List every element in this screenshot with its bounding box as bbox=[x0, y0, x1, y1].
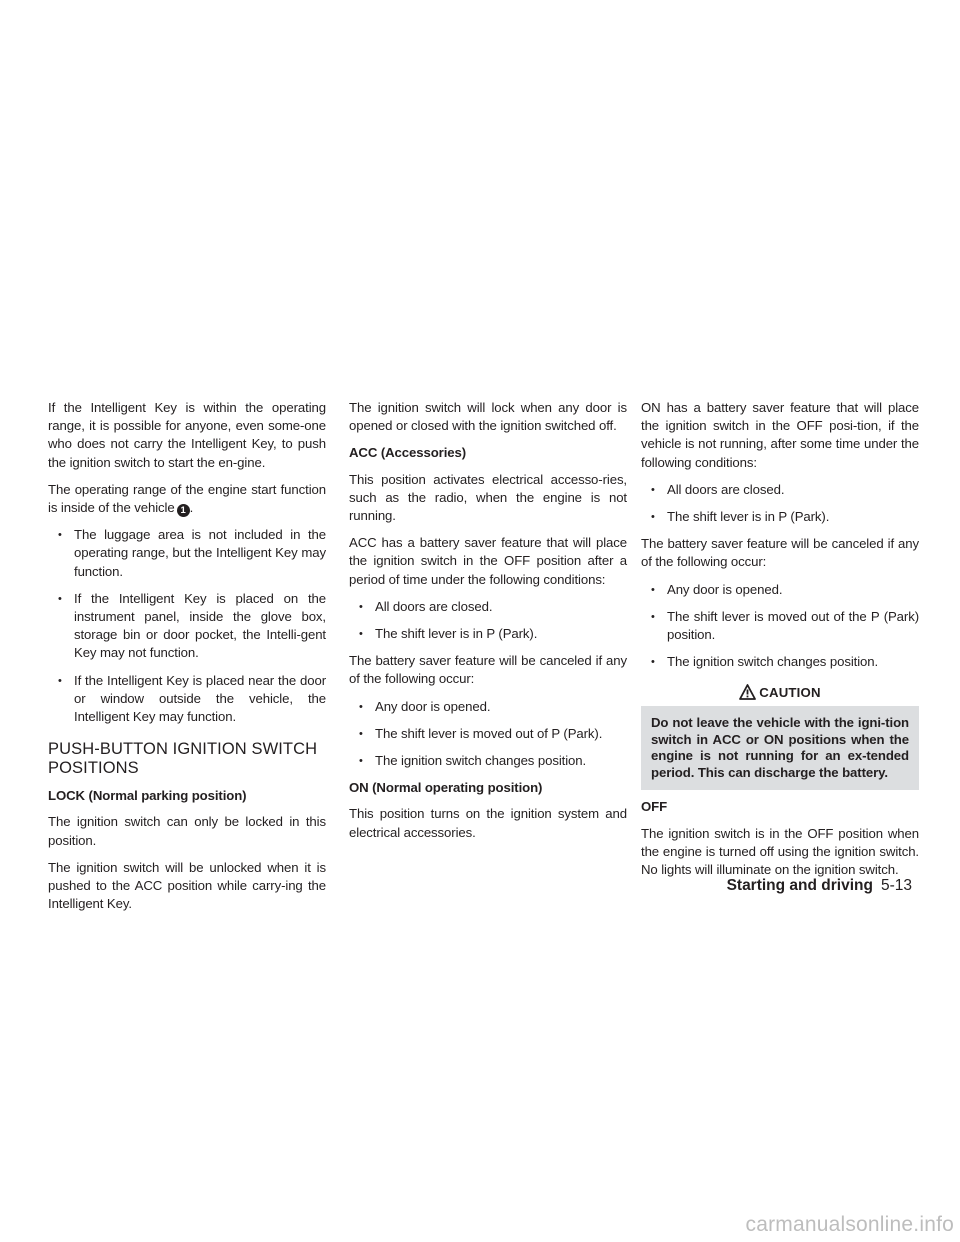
warning-icon bbox=[739, 684, 756, 700]
intro-paragraph: If the Intelligent Key is within the operating range, it is possible for anyone, even some-one who does not carry the Intelligent Key, to push the ignition switch to start the en-gine. bbox=[48, 400, 326, 470]
list-item: • The shift lever is moved out of the P (Park) position. bbox=[641, 608, 919, 644]
list-item: • Any door is opened. bbox=[641, 581, 919, 599]
on-conditions-list bbox=[641, 481, 919, 526]
caution-box bbox=[641, 706, 919, 790]
column-3 bbox=[641, 399, 919, 888]
acc-subheading: ACC (Accessories) bbox=[349, 445, 467, 461]
section-heading: PUSH-BUTTON IGNITION SWITCH POSITIONS bbox=[48, 740, 318, 778]
list-item: • The ignition switch changes position. bbox=[349, 752, 627, 770]
footer-section-title: Starting and driving bbox=[726, 877, 873, 894]
operating-range-end: . bbox=[189, 500, 194, 516]
column-2 bbox=[349, 399, 627, 851]
acc-cancel-paragraph: The battery saver feature will be canceled if any of the following occur: bbox=[349, 653, 627, 687]
lock-continued-paragraph: The ignition switch will lock when any door is opened or closed with the ignition switched off. bbox=[349, 400, 627, 434]
list-item: • The luggage area is not included in the operating range, but the Intelligent Key may function. bbox=[48, 526, 326, 581]
page-footer bbox=[727, 876, 912, 896]
watermark: carmanualsonline.info bbox=[745, 1213, 954, 1236]
operating-range-text: The operating range of the engine start function is inside of the vehicle bbox=[48, 481, 326, 516]
operating-range-bullets bbox=[48, 526, 326, 726]
list-item: • The shift lever is in P (Park). bbox=[349, 625, 627, 643]
off-subheading: OFF bbox=[641, 799, 668, 815]
page-number: 5-13 bbox=[880, 877, 912, 894]
column-1 bbox=[48, 399, 326, 922]
lock-subheading: LOCK (Normal parking position) bbox=[48, 788, 247, 804]
off-paragraph: The ignition switch is in the OFF position when the engine is turned off using the ignition switch. No lights will illuminate on the ignition switch. bbox=[641, 825, 919, 878]
list-item: • Any door is opened. bbox=[349, 698, 627, 716]
on-cancel-paragraph: The battery saver feature will be canceled if any of the following occur: bbox=[641, 536, 919, 570]
list-item: • All doors are closed. bbox=[349, 598, 627, 616]
list-item: • The shift lever is in P (Park). bbox=[641, 508, 919, 526]
acc-paragraph-1: This position activates electrical accesso-ries, such as the radio, when the engine is not running. bbox=[349, 471, 627, 524]
list-item: • The ignition switch changes position. bbox=[641, 653, 919, 671]
acc-paragraph-2: ACC has a battery saver feature that will place the ignition switch in the OFF position after a period of time under the following conditions: bbox=[349, 535, 627, 587]
list-item: • If the Intelligent Key is placed on the instrument panel, inside the glove box, storage bin or door pocket, the Intelli-gent Key may not function. bbox=[48, 590, 326, 663]
caution-title: CAUTION bbox=[759, 685, 821, 701]
acc-conditions-list bbox=[349, 598, 627, 643]
list-item: • The shift lever is moved out of P (Park). bbox=[349, 725, 627, 743]
on-paragraph-1: This position turns on the ignition system and electrical accessories. bbox=[349, 806, 627, 840]
on-subheading: ON (Normal operating position) bbox=[349, 780, 543, 796]
acc-cancel-list bbox=[349, 698, 627, 771]
list-item: • If the Intelligent Key is placed near the door or window outside the vehicle, the Intelligent Key may function. bbox=[48, 672, 326, 727]
callout-marker-1: 1 bbox=[177, 504, 190, 517]
list-item: • All doors are closed. bbox=[641, 481, 919, 499]
caution-header bbox=[641, 680, 919, 706]
operating-range-paragraph bbox=[48, 481, 326, 517]
lock-paragraph-2: The ignition switch will be unlocked when it is pushed to the ACC position while carry-ing the Intelligent Key. bbox=[48, 859, 326, 912]
lock-paragraph-1: The ignition switch can only be locked in this position. bbox=[48, 814, 326, 848]
caution-text: Do not leave the vehicle with the igni-tion switch in ACC or ON positions when the engine is not running for an ex-tended period. This can discharge the battery. bbox=[651, 715, 909, 780]
on-cancel-list bbox=[641, 581, 919, 672]
on-saver-paragraph: ON has a battery saver feature that will place the ignition switch in the OFF posi-tion, if the vehicle is not running, after some time under the following conditions: bbox=[641, 400, 919, 470]
